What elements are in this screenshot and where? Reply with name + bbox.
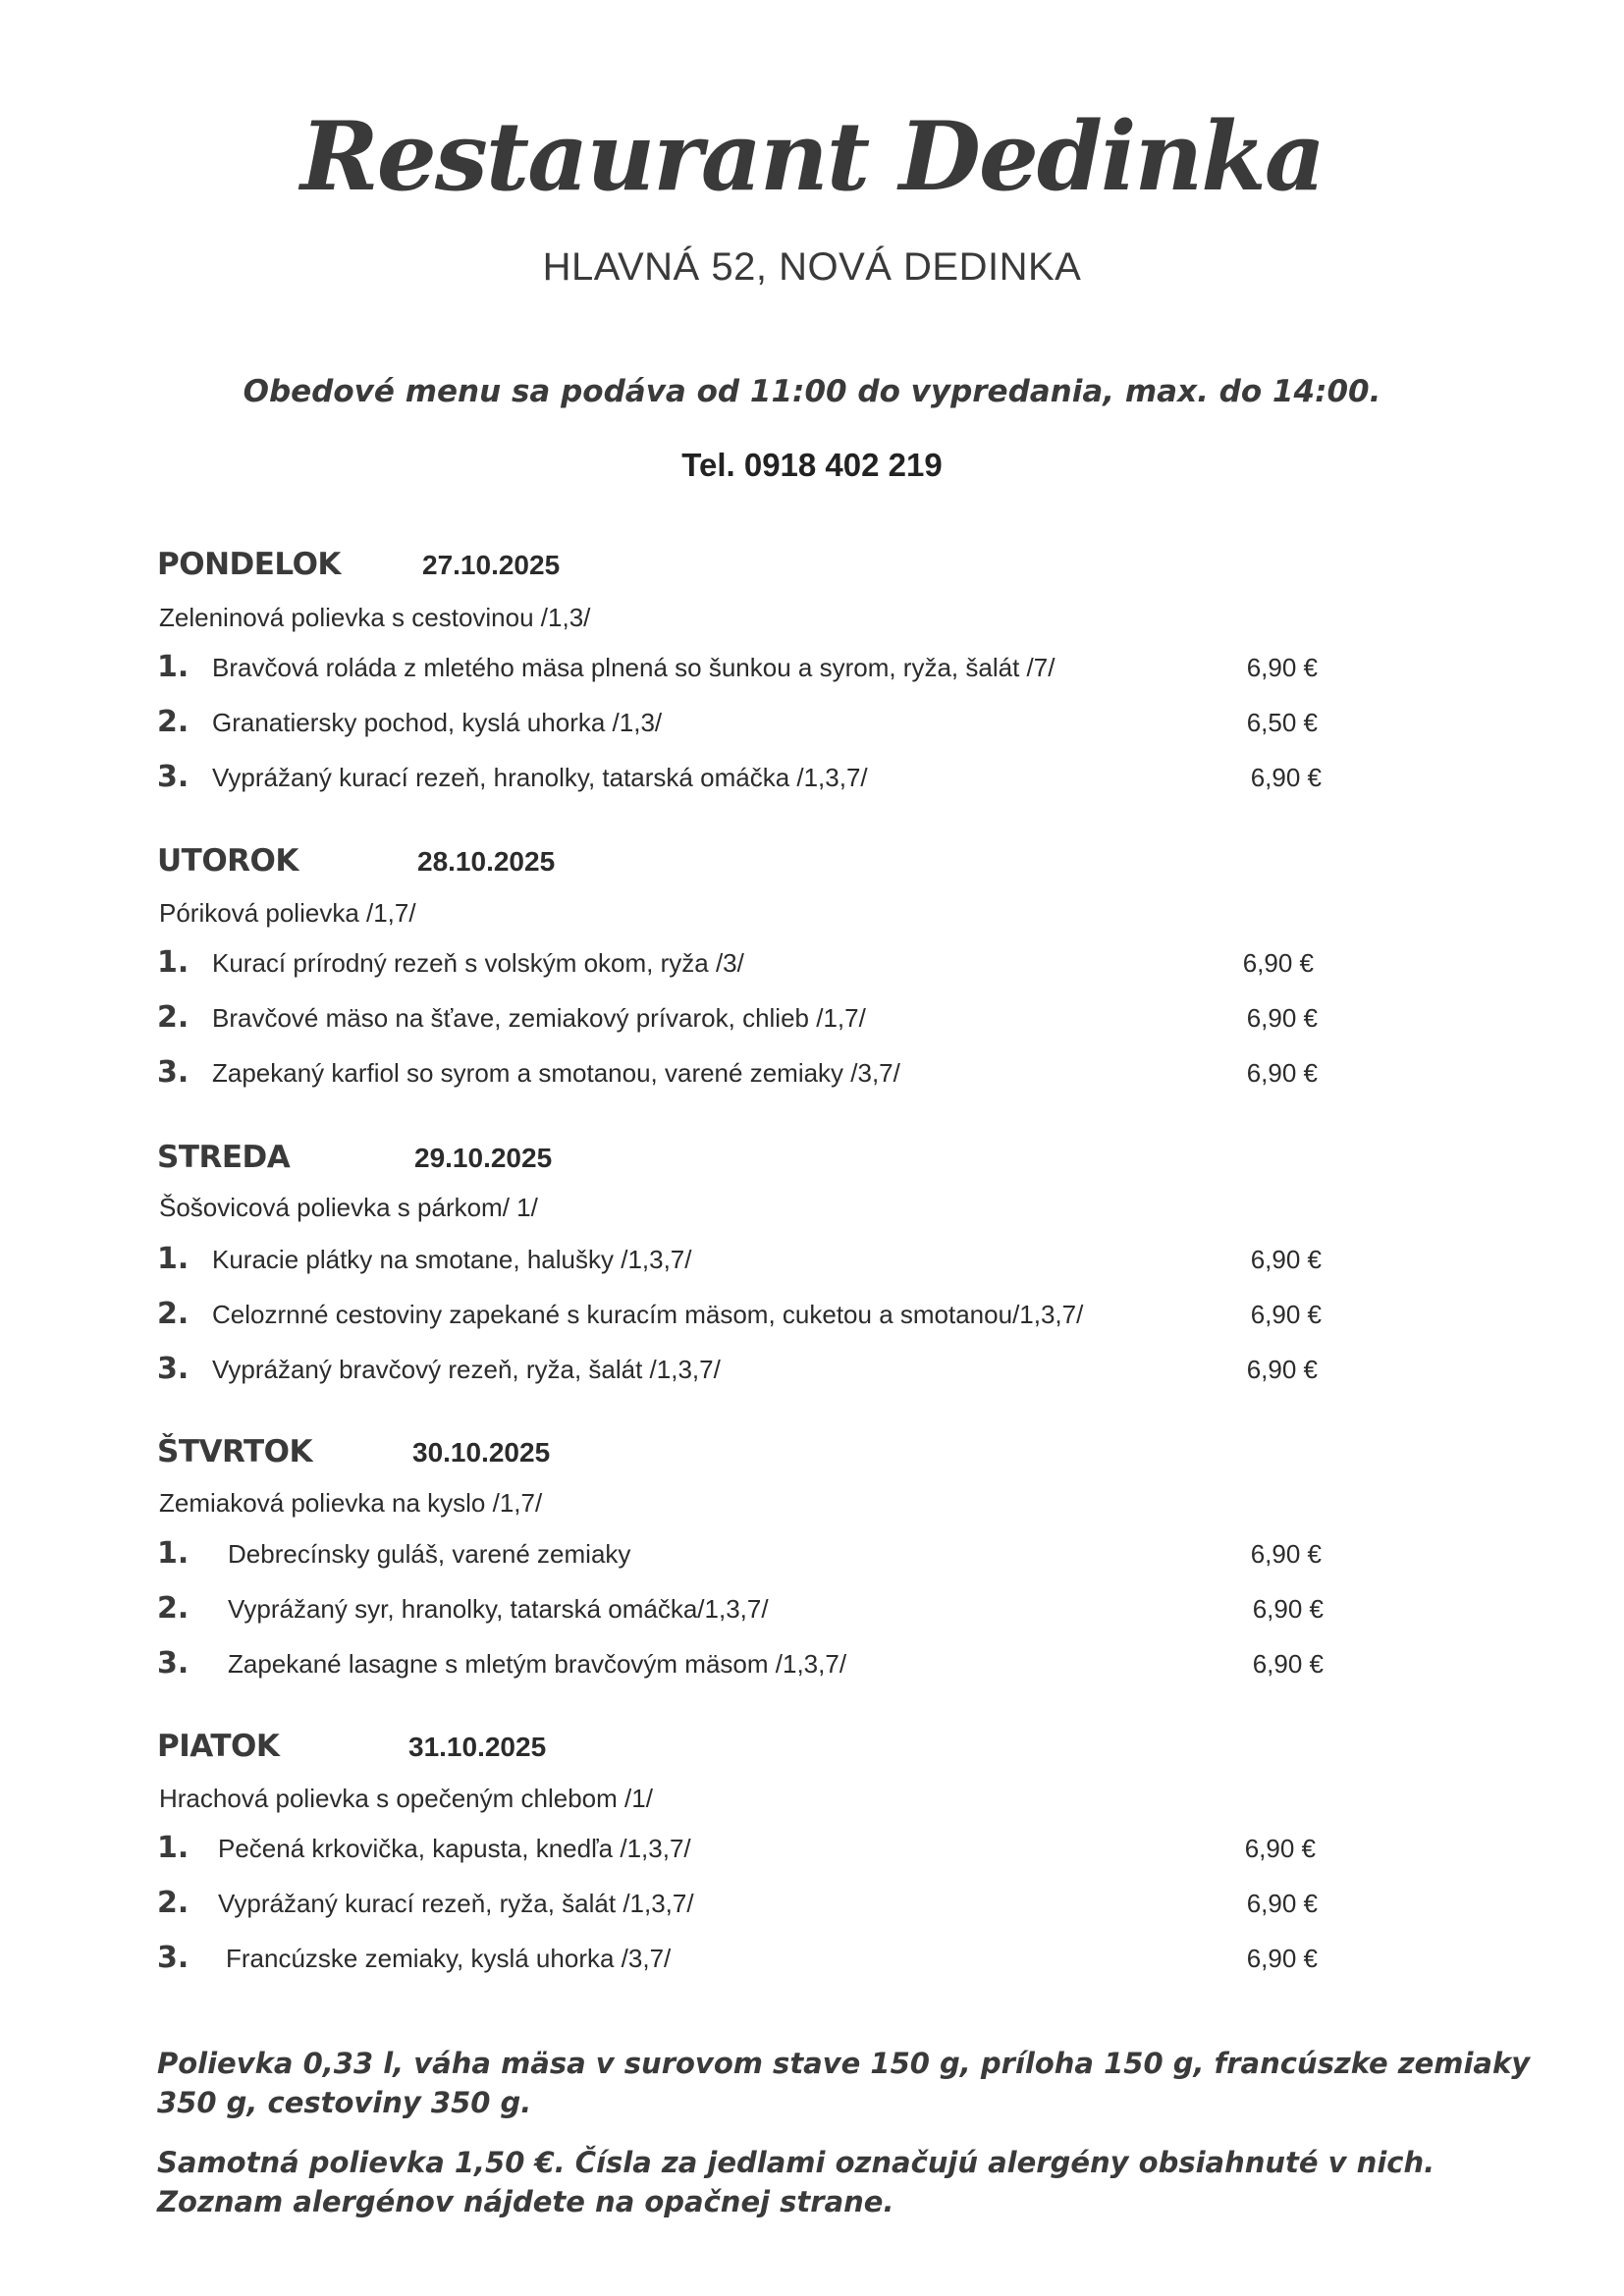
day-date: 28.10.2025 xyxy=(417,846,556,877)
restaurant-title: Restaurant Dedinka xyxy=(299,101,1325,212)
dish-item xyxy=(157,1000,1335,1041)
day-header xyxy=(157,1140,1335,1182)
dish-name: Vyprážaný kurací rezeň, hranolky, tatarská omáčka /1,3,7/ xyxy=(212,763,868,792)
day-header xyxy=(157,547,1335,589)
dish-number: 2. xyxy=(157,1886,189,1920)
dish-item xyxy=(157,1591,1335,1631)
portion-sizes-note: Polievka 0,33 l, váha mäsa v surovom stave 150 g, príloha 150 g, francúszke zemiaky 350 g, cestoviny 350 g. xyxy=(157,2047,1531,2119)
day-name: ŠTVRTOK xyxy=(157,1434,312,1469)
restaurant-address: HLAVNÁ 52, NOVÁ DEDINKA xyxy=(542,245,1082,289)
dish-name: Kuracie plátky na smotane, halušky /1,3,7/ xyxy=(212,1245,692,1274)
dish-name: Vyprážaný bravčový rezeň, ryža, šalát /1,3,7/ xyxy=(212,1355,721,1384)
dish-number: 1. xyxy=(157,1242,189,1276)
dish-number: 2. xyxy=(157,1297,189,1331)
day-header xyxy=(157,1434,1335,1476)
day-header xyxy=(157,843,1335,885)
day-name: PONDELOK xyxy=(157,547,341,582)
dish-item xyxy=(157,1886,1335,1926)
dish-name: Bravčové mäso na šťave, zemiakový prívarok, chlieb /1,7/ xyxy=(212,1003,866,1033)
dish-number: 3. xyxy=(157,760,189,794)
day-name: PIATOK xyxy=(157,1729,280,1764)
day-section-wednesday xyxy=(157,1140,1335,1386)
day-name: STREDA xyxy=(157,1140,291,1175)
dish-price: 6,90 € xyxy=(1246,1355,1318,1384)
day-name: UTOROK xyxy=(157,843,298,879)
soup-of-the-day: Póriková polievka /1,7/ xyxy=(159,898,416,928)
dish-item xyxy=(157,760,1335,800)
dish-price: 6,90 € xyxy=(1252,1649,1324,1679)
dish-item xyxy=(157,1242,1335,1282)
phone-number: Tel. 0918 402 219 xyxy=(681,447,943,483)
dish-item xyxy=(157,1055,1335,1095)
serving-hours: Obedové menu sa podáva od 11:00 do vypredania, max. do 14:00. xyxy=(243,374,1381,409)
dish-item xyxy=(157,1941,1335,1981)
dish-name: Granatiersky pochod, kyslá uhorka /1,3/ xyxy=(212,708,663,737)
dish-price: 6,90 € xyxy=(1250,763,1322,792)
day-date: 31.10.2025 xyxy=(408,1732,547,1762)
dish-number: 1. xyxy=(157,650,189,684)
day-date: 30.10.2025 xyxy=(412,1437,551,1468)
dish-name: Pečená krkovička, kapusta, knedľa /1,3,7/ xyxy=(218,1834,691,1863)
dish-number: 3. xyxy=(157,1646,189,1681)
dish-name: Celozrnné cestoviny zapekané s kuracím mäsom, cuketou a smotanou/1,3,7/ xyxy=(212,1300,1084,1329)
dish-name: Vyprážaný kurací rezeň, ryža, šalát /1,3,7/ xyxy=(218,1889,694,1918)
soup-price-allergen-note: Samotná polievka 1,50 €. Čísla za jedlami označujú alergény obsiahnuté v nich. Zoznam alergénov nájdete na opačnej strane. xyxy=(157,2146,1435,2218)
dish-number: 1. xyxy=(157,945,189,980)
day-section-friday xyxy=(157,1729,1335,1975)
dish-price: 6,90 € xyxy=(1250,1300,1322,1329)
dish-price: 6,90 € xyxy=(1246,1944,1318,1973)
day-section-monday xyxy=(157,547,1335,794)
dish-price: 6,90 € xyxy=(1246,653,1318,682)
dish-number: 1. xyxy=(157,1536,189,1571)
dish-price: 6,90 € xyxy=(1252,1594,1324,1624)
dish-price: 6,50 € xyxy=(1246,708,1318,737)
day-section-thursday xyxy=(157,1434,1335,1681)
day-date: 29.10.2025 xyxy=(414,1143,553,1173)
dish-number: 2. xyxy=(157,1591,189,1626)
dish-name: Zapekané lasagne s mletým bravčovým mäsom /1,3,7/ xyxy=(228,1649,847,1679)
dish-name: Vyprážaný syr, hranolky, tatarská omáčka/1,3,7/ xyxy=(228,1594,769,1624)
soup-of-the-day: Hrachová polievka s opečeným chlebom /1/ xyxy=(159,1784,653,1813)
dish-price: 6,90 € xyxy=(1246,1003,1318,1033)
dish-item xyxy=(157,1536,1335,1576)
dish-item xyxy=(157,705,1335,745)
soup-of-the-day: Zeleninová polievka s cestovinou /1,3/ xyxy=(159,603,591,632)
day-section-tuesday xyxy=(157,843,1335,1090)
dish-name: Bravčová roláda z mletého mäsa plnená so šunkou a syrom, ryža, šalát /7/ xyxy=(212,653,1056,682)
dish-price: 6,90 € xyxy=(1250,1245,1322,1274)
dish-name: Zapekaný karfiol so syrom a smotanou, varené zemiaky /3,7/ xyxy=(212,1058,900,1088)
dish-item xyxy=(157,1646,1335,1686)
dish-item xyxy=(157,1352,1335,1392)
dish-item xyxy=(157,1831,1335,1871)
dish-name: Debrecínsky guláš, varené zemiaky xyxy=(228,1539,631,1569)
dish-number: 3. xyxy=(157,1055,189,1090)
dish-number: 3. xyxy=(157,1941,189,1975)
dish-name: Kurací prírodný rezeň s volským okom, ryža /3/ xyxy=(212,948,744,978)
dish-price: 6,90 € xyxy=(1244,1834,1316,1863)
day-header xyxy=(157,1729,1335,1771)
dish-name: Francúzske zemiaky, kyslá uhorka /3,7/ xyxy=(226,1944,672,1973)
dish-number: 2. xyxy=(157,705,189,739)
dish-item xyxy=(157,945,1335,986)
dish-price: 6,90 € xyxy=(1250,1539,1322,1569)
soup-of-the-day: Šošovicová polievka s párkom/ 1/ xyxy=(159,1193,538,1222)
dish-number: 3. xyxy=(157,1352,189,1386)
dish-item xyxy=(157,1297,1335,1337)
day-date: 27.10.2025 xyxy=(422,550,561,580)
dish-item xyxy=(157,650,1335,690)
dish-price: 6,90 € xyxy=(1242,948,1314,978)
dish-number: 1. xyxy=(157,1831,189,1865)
dish-number: 2. xyxy=(157,1000,189,1035)
dish-price: 6,90 € xyxy=(1246,1058,1318,1088)
dish-price: 6,90 € xyxy=(1246,1889,1318,1918)
soup-of-the-day: Zemiaková polievka na kyslo /1,7/ xyxy=(159,1488,543,1518)
